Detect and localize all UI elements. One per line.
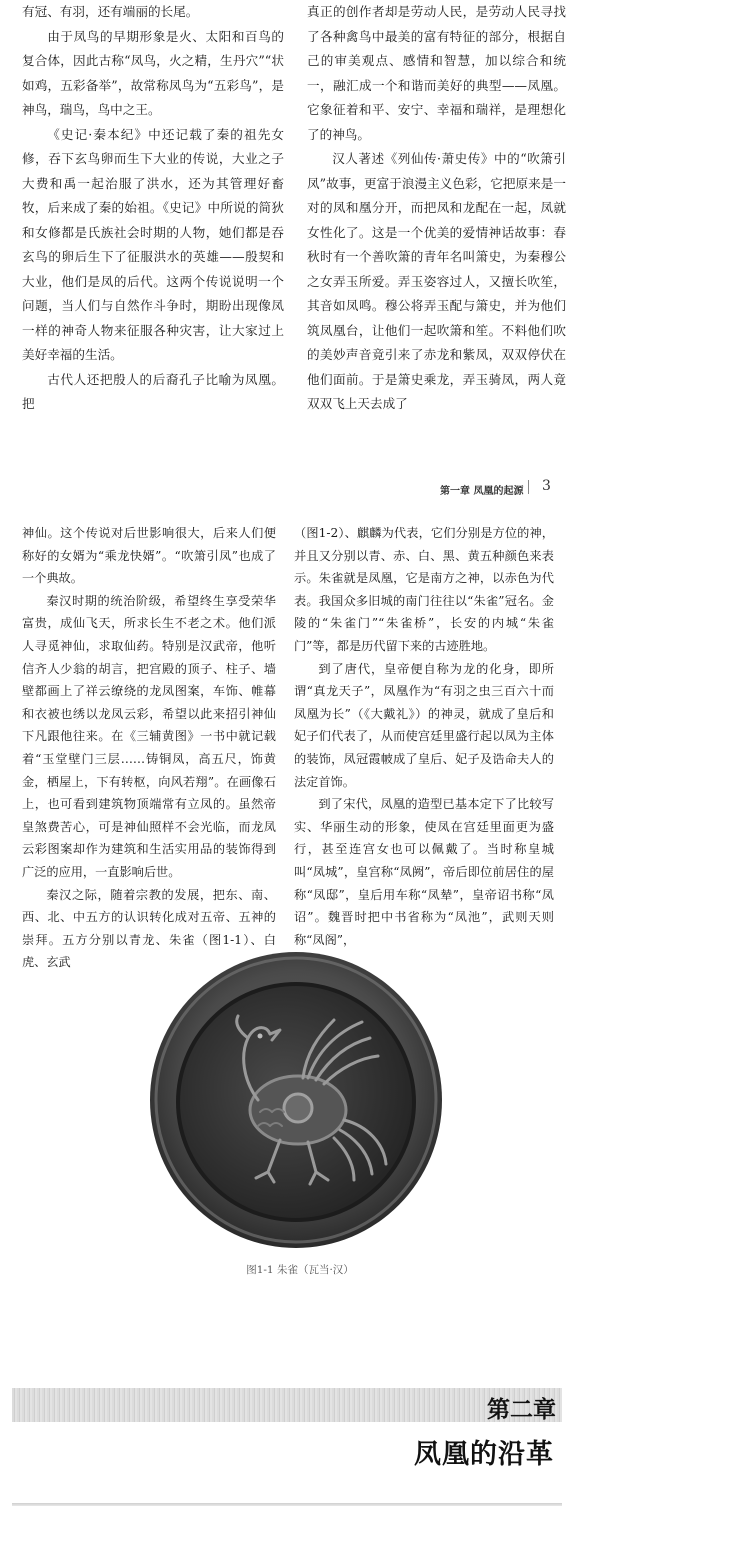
running-head-divider [528,480,529,494]
paragraph: 神仙。这个传说对后世影响很大，后来人们便称好的女婿为“乘龙快婿”。“吹箫引凤”也成了一个典故。 [22,526,276,586]
running-head-chapter: 第一章 凤凰的起源 [440,486,524,497]
page1-left-column [22,0,284,417]
paragraph: 秦汉时期的统治阶级，希望终生享受荣华富贵，成仙飞天，所求长生不老之术。他们派人寻觅神仙，求取仙药。特别是汉武帝，他听信齐人少翁的胡言，把宫殿的顶子、柱子、墙壁都画上了祥云缭绕的龙凤图案，车饰、帷幕和衣被也绣以龙凤云彩，希望以此来招引神仙下凡跟他往来。在《三辅黄图》一书中就记载着“玉堂壁门三层……铸铜凤，高五尺，饰黄金，栖屋上，下有转枢，向风若翔”。在画像石上，也可看到建筑物顶端常有立凤的。虽然帝皇煞费苦心，可是神仙照样不会光临，而龙凤云彩图案却作为建筑和生活实用品的装饰得到广泛的应用，一直影响后世。 [22,593,276,879]
page1-right-column [307,0,566,417]
paragraph: 由于凤鸟的早期形象是火、太阳和百鸟的复合体，因此古称“凤鸟，火之精，生丹穴”“状如鸡，五彩备举”，故常称凤鸟为“五彩鸟”，是神鸟，瑞鸟，鸟中之王。 [22,28,284,117]
paragraph: 《史记·秦本纪》中还记载了秦的祖先女修，吞下玄鸟卵而生下大业的传说，大业之子大费和禹一起治服了洪水，还为其管理好畜牧，后来成了秦的始祖。《史记》中所说的简狄和女修都是氏族社会时期的人物，她们都是吞玄鸟的卵后生下了征服洪水的英雄——殷契和大业，他们是凤的后代。这两个传说说明一个问题，当人们与自然作斗争时，期盼出现像凤一样的神奇人物来征服各种灾害，让大家过上美好幸福的生活。 [22,126,284,362]
page2-right-column [294,522,554,951]
chapter-number: 第二章 [487,1396,556,1423]
zhuque-tile-figure [148,950,444,1250]
divider [12,1503,562,1506]
zhuque-tile-image [148,950,444,1250]
page2-left-column [22,522,276,974]
paragraph: 汉人著述《列仙传·萧史传》中的“吹箫引凤”故事，更富于浪漫主义色彩，它把原来是一对的凤和凰分开，而把凤和龙配在一起，凤就女性化了。这是一个优美的爱情神话故事：春秋时有一个善吹箫的青年名叫箫史，为秦穆公之女弄玉所爱。弄玉姿容过人，又擅长吹笙，其音如凤鸣。穆公将弄玉配与箫史，并为他们筑凤凰台，让他们一起吹箫和笙。不料他们吹的美妙声音竟引来了赤龙和紫凤，双双停伏在他们面前。于是箫史乘龙，弄玉骑凤，两人竟双双飞上天去成了 [307,151,566,411]
paragraph: 古代人还把殷人的后裔孔子比喻为凤凰。把 [22,371,284,411]
paragraph: 有冠、有羽，还有端丽的长尾。 [22,4,199,19]
chapter-band [12,1388,562,1422]
page-number: 3 [542,478,551,494]
chapter-title: 凤凰的沿革 [414,1439,554,1470]
figure-caption: 图1-1 朱雀（瓦当·汉） [246,1264,354,1276]
paragraph: 秦汉之际，随着宗教的发展，把东、南、西、北、中五方的认识转化成对五帝、五神的崇拜。五方分别以青龙、朱雀（图1-1）、白虎、玄武 [22,887,276,970]
paragraph: 真正的创作者却是劳动人民，是劳动人民寻找了各种禽鸟中最美的富有特征的部分，根据自己的审美观点、感情和智慧，加以综合和统一，融汇成一个和谐而美好的典型——凤凰。它象征着和平、安宁、幸福和瑞祥，是理想化了的神鸟。 [307,4,566,142]
running-head [400,478,555,498]
paragraph: 到了宋代，凤凰的造型已基本定下了比较写实、华丽生动的形象，使凤在宫廷里面更为盛行，甚至连宫女也可以佩戴了。当时称皇城叫“凤城”，皇宫称“凤阙”，帝后即位前居住的屋称“凤邸”，皇后用车称“凤辇”，皇帝诏书称“凤诏”。魏晋时把中书省称为“凤池”，武则天则称“凤阁”， [294,797,554,947]
paragraph: 到了唐代，皇帝便自称为龙的化身，即所谓“真龙天子”，凤凰作为“有羽之虫三百六十而凤凰为长”（《大戴礼》）的神灵，就成了皇后和妃子们代表了，从而使宫廷里盛行起以凤为主体的装饰，凤冠霞帔成了皇后、妃子及诰命夫人的法定首饰。 [294,661,554,789]
paragraph: （图1-2）、麒麟为代表，它们分别是方位的神，并且又分别以青、赤、白、黑、黄五种颜色来表示。朱雀就是凤凰，它是南方之神，以赤色为代表。我国众多旧城的南门往往以“朱雀”冠名。金陵的“朱雀门”“朱雀桥”，长安的内城“朱雀门”等，都是历代留下来的古迹胜地。 [294,526,554,653]
